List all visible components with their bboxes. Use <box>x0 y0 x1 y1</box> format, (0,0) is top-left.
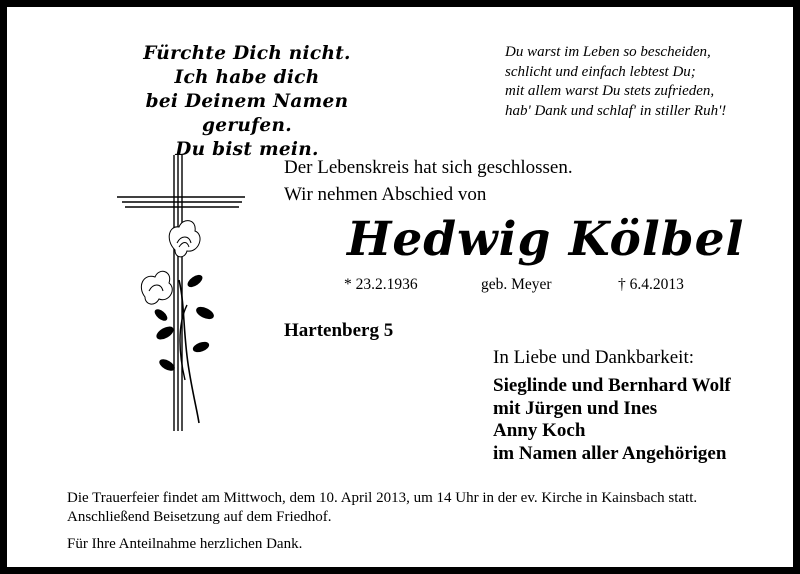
death-date: † 6.4.2013 <box>618 276 684 293</box>
intro-text <box>284 154 573 208</box>
verse-left-line-4: Du bist mein. <box>175 139 319 160</box>
verse-left-line-3: bei Deinem Namen gerufen. <box>145 91 349 136</box>
mourner-line: Anny Koch <box>493 420 586 441</box>
birth-date: * 23.2.1936 <box>344 276 418 293</box>
poem-line-2: schlicht und einfach lebtest Du; <box>505 63 696 80</box>
thanks-line: In Liebe und Dankbarkeit: <box>493 347 695 368</box>
poem-line-1: Du warst im Leben so bescheiden, <box>505 44 711 60</box>
funeral-info <box>67 489 697 554</box>
footer-line-1: Die Trauerfeier findet am Mittwoch, dem 10. April 2013, um 14 Uhr in der ev. Kirche in Kainsbach statt. <box>67 490 698 506</box>
bible-verse <box>117 42 377 162</box>
mourner-line: im Namen aller Angehörigen <box>493 442 727 464</box>
intro-line-1: Der Lebenskreis hat sich geschlossen. <box>284 157 573 178</box>
verse-left-line-1: Fürchte Dich nicht. <box>143 43 351 64</box>
intro-line-2: Wir nehmen Abschied von <box>284 184 487 205</box>
deceased-name: Hedwig Kölbel <box>347 212 745 267</box>
mourner-line: Sieglinde und Bernhard Wolf <box>493 375 731 396</box>
footer-line-2: Anschließend Beisetzung auf dem Friedhof. <box>67 508 332 525</box>
poem-line-3: mit allem warst Du stets zufrieden, <box>505 83 715 99</box>
mourners-list <box>493 375 731 465</box>
cross-with-rose-icon <box>117 155 257 440</box>
maiden-name: geb. Meyer <box>481 276 552 293</box>
verse-left-line-2: Ich habe dich <box>174 67 320 88</box>
mourner-line: mit Jürgen und Ines <box>493 397 658 419</box>
address: Hartenberg 5 <box>284 320 394 341</box>
memorial-poem <box>505 43 785 121</box>
poem-line-4: hab' Dank und schlaf' in stiller Ruh'! <box>505 102 727 119</box>
footer-line-3: Für Ihre Anteilnahme herzlichen Dank. <box>67 536 303 552</box>
